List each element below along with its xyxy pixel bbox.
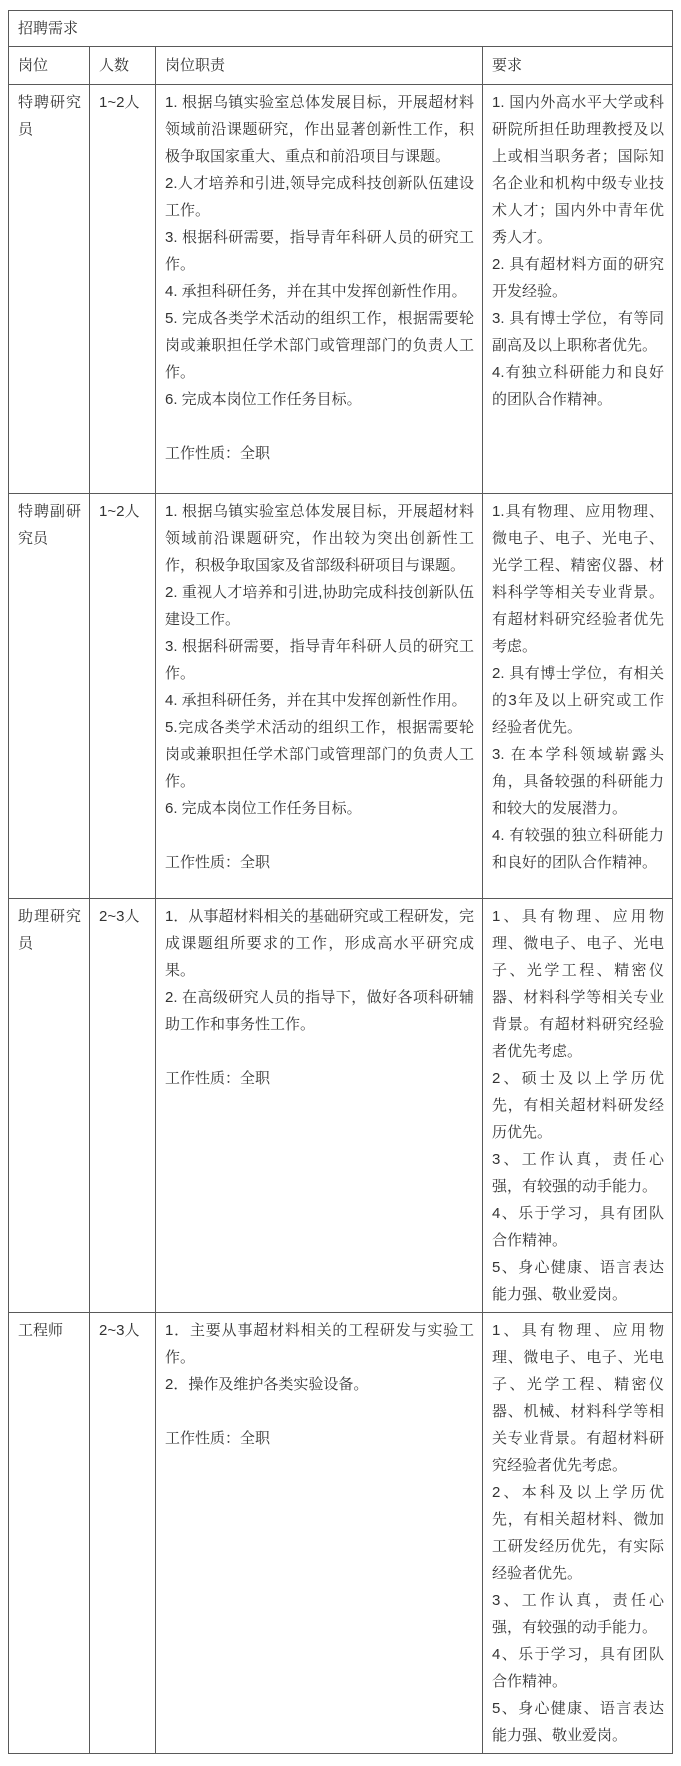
work-nature-label: 工作性质：全职	[165, 1430, 271, 1447]
duties-list	[165, 89, 474, 413]
column-header-requirements: 要求	[483, 47, 673, 85]
list-item: 2、本科及以上学历优先，有相关超材料、微加工研发经历优先，有实际经验者优先。	[492, 1484, 665, 1582]
requirements-list	[492, 89, 664, 413]
duties-cell	[156, 494, 483, 899]
work-nature-label: 工作性质：全职	[165, 854, 271, 871]
requirements-cell	[483, 494, 673, 899]
requirements-list	[492, 1317, 664, 1749]
list-item: 2. 重视人才培养和引进,协助完成科技创新队伍建设工作。	[165, 584, 474, 628]
list-item: 2.人才培养和引进,领导完成科技创新队伍建设工作。	[165, 175, 474, 219]
list-item: 4、乐于学习，具有团队合作精神。	[492, 1205, 665, 1249]
requirements-list	[492, 903, 664, 1308]
duties-cell	[156, 899, 483, 1313]
position-cell	[9, 899, 90, 1313]
headcount-cell	[90, 494, 156, 899]
position-label: 工程师	[18, 1322, 64, 1339]
headcount-label: 2~3人	[99, 1322, 140, 1339]
list-item: 6. 完成本岗位工作任务目标。	[165, 391, 362, 408]
table-row	[9, 494, 673, 899]
list-item: 2. 具有超材料方面的研究开发经验。	[492, 256, 665, 300]
blank-line	[165, 822, 474, 849]
list-item: 5.完成各类学术活动的组织工作，根据需要轮岗或兼职担任学术部门或管理部门的负责人工作。	[165, 719, 474, 790]
requirements-list	[492, 498, 664, 876]
list-item: 4. 承担科研任务，并在其中发挥创新性作用。	[165, 692, 467, 709]
recruitment-table-container	[8, 10, 672, 1754]
requirements-cell	[483, 1313, 673, 1754]
list-item: 2. 具有博士学位，有相关的3年及以上研究或工作经验者优先。	[492, 665, 665, 736]
work-nature-label: 工作性质：全职	[165, 1070, 271, 1087]
headcount-label: 1~2人	[99, 503, 140, 520]
position-label: 特聘研究员	[18, 94, 81, 138]
headcount-cell	[90, 85, 156, 494]
column-header-position: 岗位	[9, 47, 90, 85]
blank-line	[165, 1398, 474, 1425]
requirements-cell	[483, 85, 673, 494]
list-item: 1. 国内外高水平大学或科研院所担任助理教授及以上或相当职务者；国际知名企业和机构中级专业技术人才；国内外中青年优秀人才。	[492, 94, 665, 246]
duties-list	[165, 1317, 474, 1398]
list-item: 5. 完成各类学术活动的组织工作，根据需要轮岗或兼职担任学术部门或管理部门的负责人工作。	[165, 310, 474, 381]
list-item: 1、具有物理、应用物理、微电子、电子、光电子、光学工程、精密仪器、材料科学等相关专业背景。有超材料研究经验者优先考虑。	[492, 908, 665, 1060]
list-item: 4. 承担科研任务，并在其中发挥创新性作用。	[165, 283, 467, 300]
position-label: 助理研究员	[18, 908, 81, 952]
list-item: 3. 具有博士学位，有等同副高及以上职称者优先。	[492, 310, 665, 354]
column-header-duties: 岗位职责	[156, 47, 483, 85]
duties-cell	[156, 1313, 483, 1754]
blank-line	[165, 413, 474, 440]
column-header-headcount: 人数	[90, 47, 156, 85]
position-cell	[9, 494, 90, 899]
position-cell	[9, 1313, 90, 1754]
list-item: 4.有独立科研能力和良好的团队合作精神。	[492, 364, 665, 408]
list-item: 4、乐于学习，具有团队合作精神。	[492, 1646, 665, 1690]
requirements-cell	[483, 899, 673, 1313]
headcount-cell	[90, 899, 156, 1313]
position-label: 特聘副研究员	[18, 503, 81, 547]
recruitment-table	[8, 10, 673, 1754]
list-item: 3. 在本学科领域崭露头角，具备较强的科研能力和较大的发展潜力。	[492, 746, 665, 817]
table-body	[9, 11, 673, 1754]
list-item: 1.具有物理、应用物理、微电子、电子、光电子、光学工程、精密仪器、材料科学等相关专业背景。有超材料研究经验者优先考虑。	[492, 503, 665, 655]
list-item: 6. 完成本岗位工作任务目标。	[165, 800, 362, 817]
list-item: 2．操作及维护各类实验设备。	[165, 1376, 369, 1393]
table-row	[9, 899, 673, 1313]
list-item: 5、身心健康、语言表达能力强、敬业爱岗。	[492, 1259, 665, 1303]
list-item: 1、具有物理、应用物理、微电子、电子、光电子、光学工程、精密仪器、机械、材料科学等相关专业背景。有超材料研究经验者优先考虑。	[492, 1322, 665, 1474]
list-item: 3、工作认真，责任心强，有较强的动手能力。	[492, 1151, 665, 1195]
position-cell	[9, 85, 90, 494]
list-item: 1．主要从事超材料相关的工程研发与实验工作。	[165, 1322, 474, 1366]
list-item: 4. 有较强的独立科研能力和良好的团队合作精神。	[492, 827, 665, 871]
table-title: 招聘需求	[9, 11, 673, 47]
duties-list	[165, 498, 474, 822]
header-row	[9, 47, 673, 85]
headcount-label: 1~2人	[99, 94, 140, 111]
title-row	[9, 11, 673, 47]
duties-list	[165, 903, 474, 1038]
list-item: 1. 根据乌镇实验室总体发展目标，开展超材料领域前沿课题研究，作出较为突出创新性工作，积极争取国家及省部级科研项目与课题。	[165, 503, 474, 574]
list-item: 1. 根据乌镇实验室总体发展目标，开展超材料领域前沿课题研究，作出显著创新性工作，积极争取国家重大、重点和前沿项目与课题。	[165, 94, 474, 165]
list-item: 3、工作认真，责任心强，有较强的动手能力。	[492, 1592, 665, 1636]
list-item: 1．从事超材料相关的基础研究或工程研发，完成课题组所要求的工作，形成高水平研究成果。	[165, 908, 474, 979]
list-item: 3. 根据科研需要，指导青年科研人员的研究工作。	[165, 229, 474, 273]
duties-cell	[156, 85, 483, 494]
table-row	[9, 85, 673, 494]
list-item: 2、硕士及以上学历优先，有相关超材料研发经历优先。	[492, 1070, 665, 1141]
list-item: 2. 在高级研究人员的指导下，做好各项科研辅助工作和事务性工作。	[165, 989, 474, 1033]
work-nature-label: 工作性质：全职	[165, 445, 271, 462]
list-item: 5、身心健康、语言表达能力强、敬业爱岗。	[492, 1700, 665, 1744]
headcount-label: 2~3人	[99, 908, 140, 925]
list-item: 3. 根据科研需要，指导青年科研人员的研究工作。	[165, 638, 474, 682]
headcount-cell	[90, 1313, 156, 1754]
blank-line	[165, 1038, 474, 1065]
table-row	[9, 1313, 673, 1754]
